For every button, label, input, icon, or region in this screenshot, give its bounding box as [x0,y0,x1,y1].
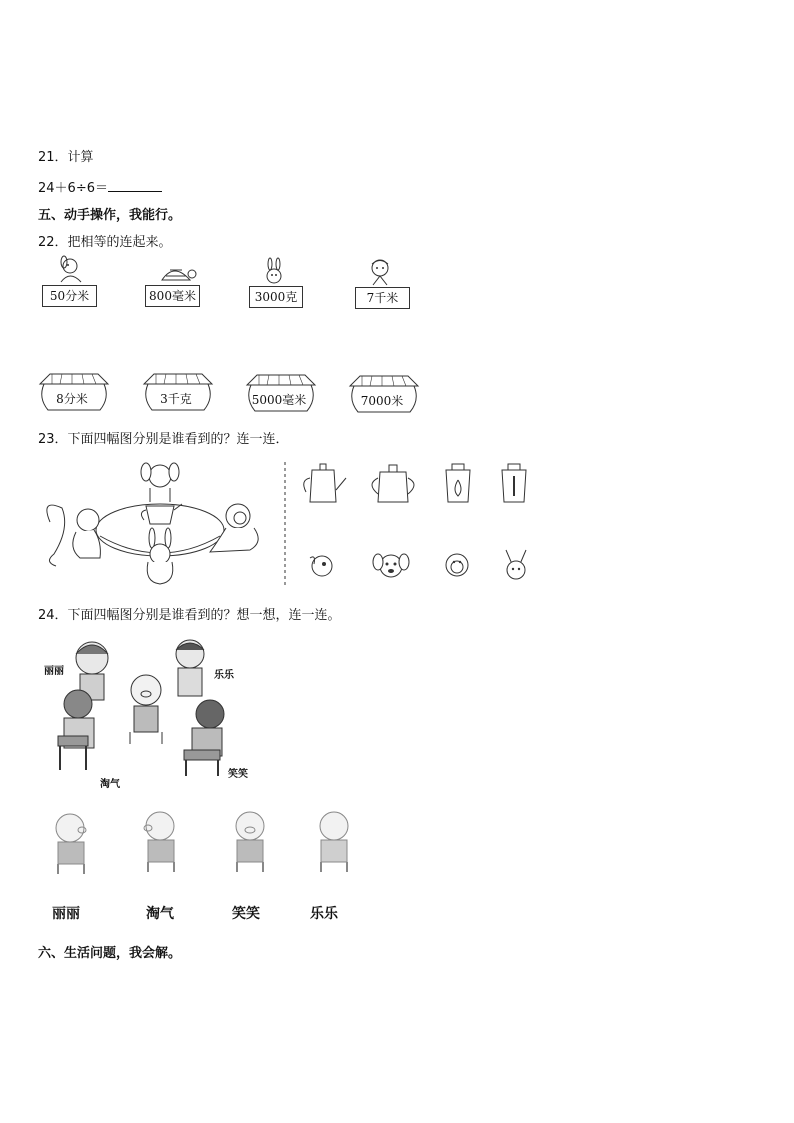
card-top-4[interactable]: 7千米 [355,287,410,309]
q22-title: 22．把相等的连起来。 [38,235,172,250]
view-name-1: 丽丽 [52,906,80,922]
dog-icon [55,256,85,284]
view-name-4: 乐乐 [310,906,338,922]
q24-title: 24．下面四幅图分别是谁看到的？想一想，连一连。 [38,608,341,623]
child-icon [367,257,393,285]
view-name-3: 笑笑 [232,906,260,922]
pig-view-4-icon [310,808,358,874]
teapot-view-3-icon [442,462,474,506]
scene-name-xiaoxiao: 笑笑 [228,769,248,780]
pot-bottom-2[interactable]: 3千克 [160,392,192,406]
turtle-icon [156,262,198,284]
card-top-1[interactable]: 50分米 [42,285,97,307]
monkey-head-icon [442,550,472,580]
q21-expr-text: 24＋6÷6＝ [38,181,108,196]
q23-title: 23．下面四幅图分别是谁看到的？连一连． [38,432,289,447]
scene-name-lele: 乐乐 [214,670,234,681]
q23-scene-illustration [40,458,270,588]
teapot-view-2-icon [366,462,420,506]
section5-title: 五、动手操作，我能行。 [38,208,182,223]
pig-view-3-icon [226,808,274,874]
pig-view-1-icon [46,810,94,876]
rabbit-icon [262,258,286,284]
q21-title: 21．计算 [38,150,94,165]
pot-bottom-4[interactable]: 7000米 [360,394,404,408]
dog-head-icon [372,550,410,582]
pig-view-2-icon [138,808,186,874]
q24-scene-illustration [50,632,240,782]
card-top-3[interactable]: 3000克 [249,286,303,308]
scene-name-lili: 丽丽 [44,666,64,677]
scene-name-taoqi: 淘气 [100,779,120,790]
q21-expression [38,177,162,196]
section6-title: 六、生活问题，我会解。 [38,946,182,961]
squirrel-head-icon [306,550,336,580]
rabbit-head-icon [500,548,532,582]
pot-bottom-3[interactable]: 5000毫米 [251,393,307,407]
pot-bottom-1[interactable]: 8分米 [56,392,88,406]
q21-answer-blank[interactable] [108,179,162,192]
teapot-view-1-icon [298,462,348,506]
q23-divider [284,462,286,586]
card-top-2[interactable]: 800毫米 [145,285,200,307]
view-name-2: 淘气 [146,906,174,922]
teapot-view-4-icon [498,462,530,506]
